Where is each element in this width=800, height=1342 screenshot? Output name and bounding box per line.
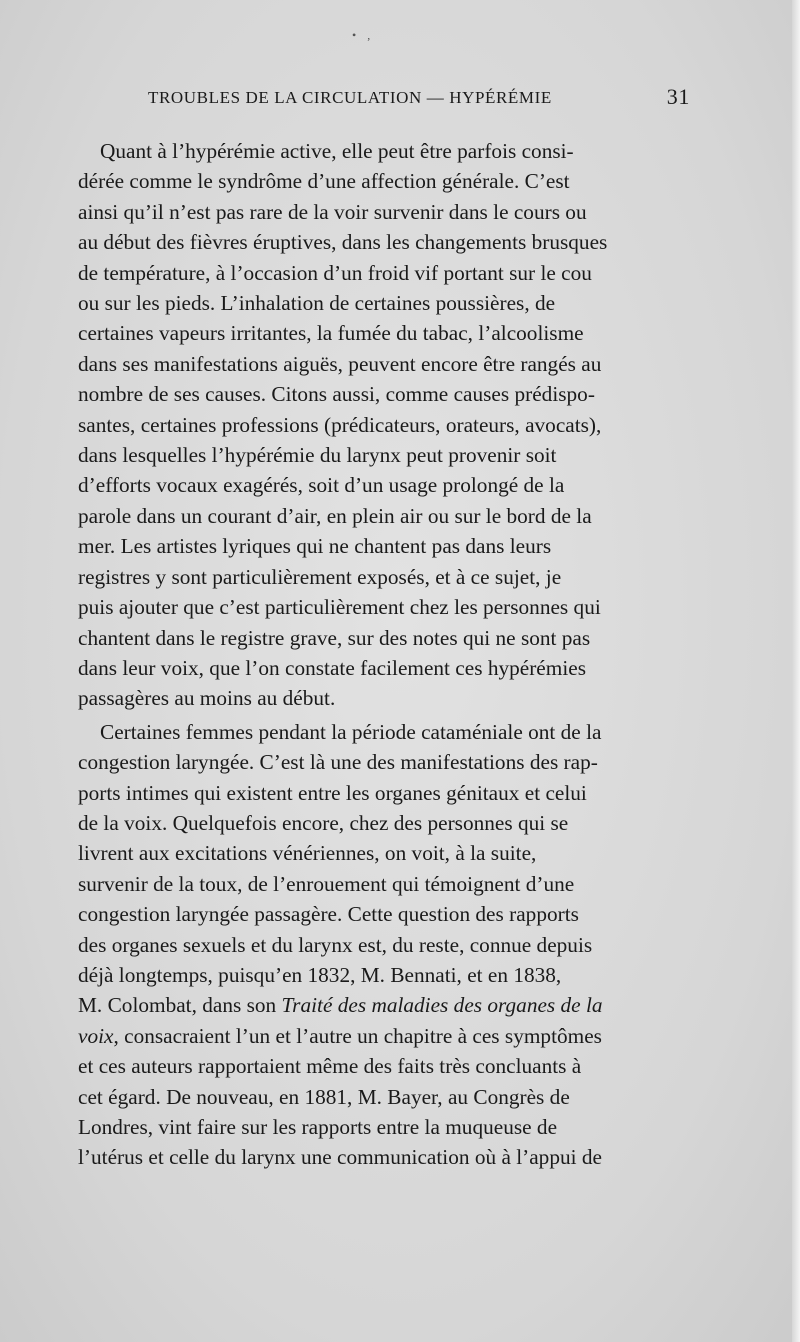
text-line: dans leur voix, que l’on constate facilement ces hypérémies (78, 655, 586, 680)
text-line: registres y sont particulièrement exposés, et à ce sujet, je (78, 564, 562, 589)
text-line: l’utérus et celle du larynx une communication où à l’appui de (78, 1145, 602, 1170)
text-line: livrent aux excitations vénériennes, on voit, à la suite, (78, 841, 537, 866)
text-line: dans lesquelles l’hypérémie du larynx peut provenir soit (78, 443, 557, 468)
page-body (78, 136, 700, 1173)
text-line: ainsi qu’il n’est pas rare de la voir survenir dans le cours ou (78, 199, 587, 224)
text-line: passagères au moins au début. (78, 686, 336, 711)
text-line: de la voix. Quelquefois encore, chez des personnes qui se (78, 810, 569, 835)
text-line: Certaines femmes pendant la période cataméniale ont de la (100, 719, 602, 744)
text-line: et ces auteurs rapportaient même des faits très concluants à (78, 1054, 582, 1079)
citation-line-2: voix, consacraient l’un et l’autre un chapitre à ces symptômes (78, 1023, 602, 1048)
top-speck: • , (352, 28, 375, 42)
text-line: dans ses manifestations aiguës, peuvent encore être rangés au (78, 351, 602, 376)
page-edge (792, 0, 800, 1342)
text-line: certaines vapeurs irritantes, la fumée du tabac, l’alcoolisme (78, 321, 584, 346)
running-title: TROUBLES DE LA CIRCULATION — HYPÉRÉMIE (148, 88, 552, 107)
citation-line: M. Colombat, dans son Traité des maladies des organes de la (78, 993, 603, 1018)
text-line: Londres, vint faire sur les rapports entre la muqueuse de (78, 1115, 558, 1139)
text-line: au début des fièvres éruptives, dans les changements brusques (78, 230, 608, 255)
text-line: congestion laryngée passagère. Cette question des rapports (78, 902, 579, 927)
text-line: cet égard. De nouveau, en 1881, M. Bayer, au Congrès de (78, 1084, 570, 1109)
text-line: d’efforts vocaux exagérés, soit d’un usage prolongé de la (78, 473, 565, 498)
text-line: chantent dans le registre grave, sur des notes qui ne sont pas (78, 625, 591, 650)
text-line: santes, certaines professions (prédicateurs, orateurs, avocats), (78, 412, 602, 437)
text-line: Quant à l’hypérémie active, elle peut être parfois consi- (100, 139, 574, 163)
text-line: des organes sexuels et du larynx est, du reste, connue depuis (78, 932, 593, 957)
page-number: 31 (666, 84, 690, 109)
text-line: congestion laryngée. C’est là une des manifestations des rap- (78, 750, 598, 775)
text-line: nombre de ses causes. Citons aussi, comme causes prédispo- (78, 382, 595, 407)
text-line: ou sur les pieds. L’inhalation de certaines poussières, de (78, 291, 556, 316)
paragraph-1 (78, 136, 700, 714)
text-line: de température, à l’occasion d’un froid vif portant sur le cou (78, 260, 592, 285)
text-line: déjà longtemps, puisqu’en 1832, M. Bennati, et en 1838, (78, 962, 562, 987)
text-line: dérée comme le syndrôme d’une affection générale. C’est (78, 169, 570, 194)
book-title: Traité des maladies des organes de la (281, 993, 603, 1018)
book-title-cont: voix (78, 1023, 114, 1048)
running-header (148, 86, 690, 116)
paragraph-2 (78, 717, 700, 1173)
text-line: puis ajouter que c’est particulièrement chez les personnes qui (78, 595, 601, 620)
text-line: parole dans un courant d’air, en plein air ou sur le bord de la (78, 503, 592, 528)
text-line: mer. Les artistes lyriques qui ne chantent pas dans leurs (78, 534, 552, 559)
text-line: ports intimes qui existent entre les organes génitaux et celui (78, 780, 587, 805)
text-line: survenir de la toux, de l’enrouement qui témoignent d’une (78, 871, 575, 896)
